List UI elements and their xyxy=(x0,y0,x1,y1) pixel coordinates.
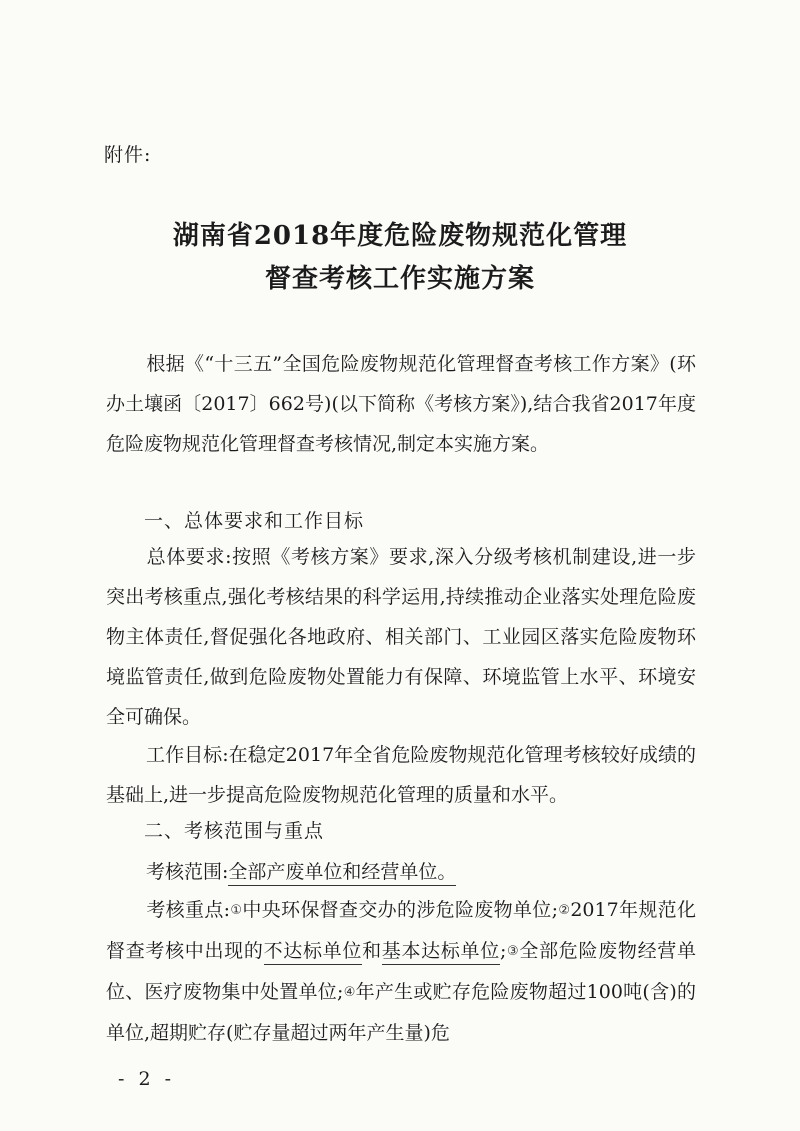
scope-label: 考核范围: xyxy=(146,861,229,883)
intro-paragraph xyxy=(106,344,696,464)
scope-value: 全部产废单位和经营单位。 xyxy=(228,861,456,886)
document-title-line-1: 湖南省2018年度危险废物规范化管理 xyxy=(172,221,628,251)
work-goal-paragraph xyxy=(106,735,696,815)
attachment-label: 附件: xyxy=(104,144,152,166)
handwritten-mark-1: ① xyxy=(230,903,243,918)
overall-requirement-text: 总体要求:按照《考核方案》要求,深入分级考核机制建设,进一步突出考核重点,强化考核结果的科学运用,持续推动企业落实处理危险废物主体责任,督促强化各地政府、相关部门、工业园区落实危险废物环境监管责任,做到危险废物处置能力有保障、环境监管上水平、环境安全可确保。 xyxy=(106,546,696,728)
handwritten-mark-4: ④ xyxy=(343,985,356,1000)
handwritten-mark-3: ③ xyxy=(506,944,520,959)
page-number: - 2 - xyxy=(118,1068,176,1090)
section-heading-1: 一、总体要求和工作目标 xyxy=(144,510,365,532)
overall-requirement-paragraph xyxy=(106,537,696,737)
key-item-2-underline-1: 不达标单位 xyxy=(264,940,362,965)
work-goal-text: 工作目标:在稳定2017年全省危险废物规范化管理考核较好成绩的基础上,进一步提高危险废物规范化管理的质量和水平。 xyxy=(106,744,696,806)
handwritten-mark-2: ② xyxy=(558,903,571,918)
intro-text: 根据《“十三五”全国危险废物规范化管理督查考核工作方案》(环办土壤函〔2017〕662号)(以下简称《考核方案》),结合我省2017年度危险废物规范化管理督查考核情况,制定本实施方案。 xyxy=(106,353,696,455)
key-label: 考核重点: xyxy=(146,899,231,921)
key-item-2-prefix: 2017年规范化督查考核中出现的 xyxy=(106,899,696,962)
key-item-3: 全部危险废物经营单位、医疗废物集中处置单位; xyxy=(106,940,696,1003)
scope-paragraph xyxy=(106,852,696,892)
key-points-paragraph xyxy=(106,890,696,1053)
key-item-2-underline-2: 基本达标单位 xyxy=(382,940,500,965)
section-heading-2: 二、考核范围与重点 xyxy=(144,820,325,842)
key-item-2-end: ; xyxy=(499,940,507,962)
key-item-2-middle: 和 xyxy=(362,940,382,962)
document-title-line-2: 督查考核工作实施方案 xyxy=(264,264,535,294)
key-item-4: 年产生或贮存危险废物超过100吨(含)的单位,超期贮存(贮存量超过两年产生量)危 xyxy=(106,981,697,1044)
key-item-1: 中央环保督查交办的涉危险废物单位; xyxy=(242,899,559,921)
